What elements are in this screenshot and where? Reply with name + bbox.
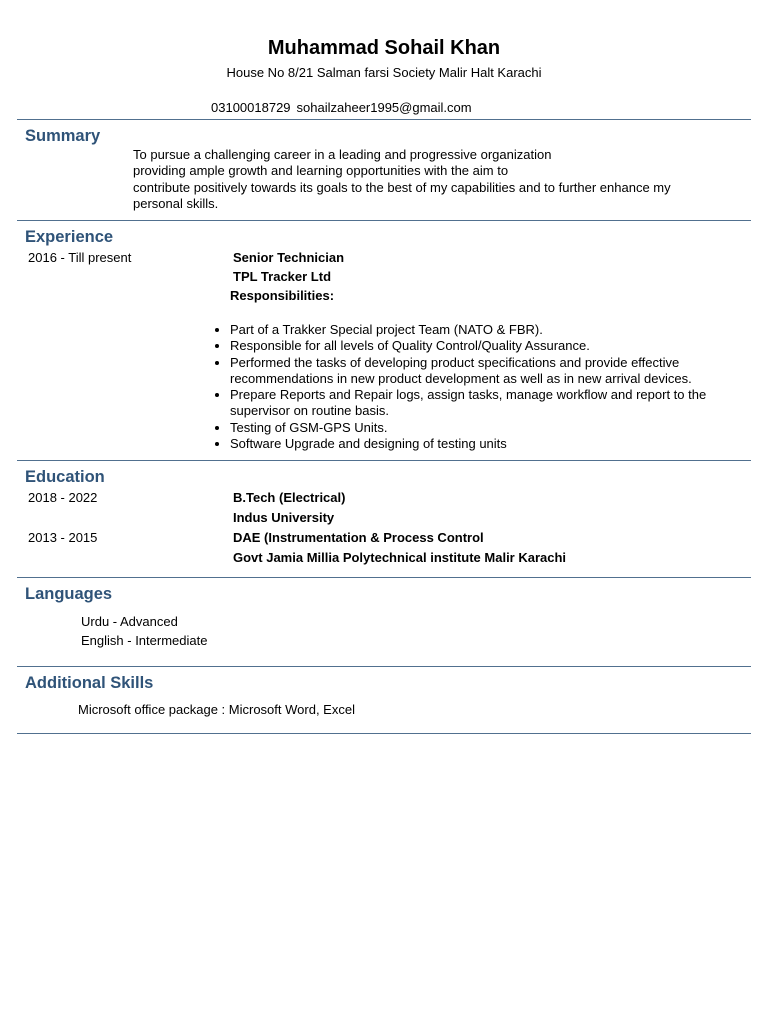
section-divider xyxy=(17,733,751,734)
summary-heading: Summary xyxy=(25,127,101,145)
list-item: • Testing of GSM-GPS Units. xyxy=(230,420,752,436)
summary-line: personal skills. xyxy=(133,195,219,211)
education-institution: Indus University xyxy=(233,510,335,525)
education-period: 2013 - 2015 xyxy=(28,530,98,545)
skills-heading: Additional Skills xyxy=(25,674,154,692)
job-title: Senior Technician xyxy=(233,250,345,265)
summary-line: contribute positively towards its goals to the best of my capabilities and to further enhance my xyxy=(133,179,671,195)
section-divider xyxy=(17,460,751,461)
list-item: • Software Upgrade and designing of testing units xyxy=(230,436,752,452)
experience-heading: Experience xyxy=(25,228,114,246)
responsibilities-label: Responsibilities: xyxy=(230,288,335,303)
company-name: TPL Tracker Ltd xyxy=(233,269,332,284)
list-item: • Part of a Trakker Special project Team (NATO & FBR). xyxy=(230,322,752,338)
contact-line xyxy=(211,100,472,115)
list-item: • Responsible for all levels of Quality Control/Quality Assurance. xyxy=(230,338,752,354)
resume-address: House No 8/21 Salman farsi Society Malir Halt Karachi xyxy=(226,65,542,80)
section-divider xyxy=(17,119,751,120)
experience-period: 2016 - Till present xyxy=(28,250,132,265)
languages-heading: Languages xyxy=(25,585,113,603)
section-divider xyxy=(17,220,751,221)
phone-number: 03100018729 xyxy=(211,100,291,115)
section-divider xyxy=(17,666,751,667)
language-item: Urdu - Advanced xyxy=(81,614,178,629)
summary-line: To pursue a challenging career in a leading and progressive organization xyxy=(133,147,552,162)
skills-text: Microsoft office package : Microsoft Word, Excel xyxy=(78,702,355,717)
education-degree: DAE (Instrumentation & Process Control xyxy=(233,530,484,545)
language-item: English - Intermediate xyxy=(81,633,208,648)
education-institution: Govt Jamia Millia Polytechnical institute Malir Karachi xyxy=(233,550,567,565)
list-item: • Performed the tasks of developing product specifications and provide effective recommendations in new product development as well as in new arrival devices. xyxy=(230,355,752,388)
summary-line: providing ample growth and learning opportunities with the aim to xyxy=(133,163,509,179)
summary-text xyxy=(133,147,671,212)
resume-name: Muhammad Sohail Khan xyxy=(267,37,501,59)
list-item: • Prepare Reports and Repair logs, assign tasks, manage workflow and report to the supervisor on routine basis. xyxy=(230,387,752,420)
section-divider xyxy=(17,577,751,578)
education-degree: B.Tech (Electrical) xyxy=(233,490,346,505)
education-heading: Education xyxy=(25,468,105,486)
responsibilities-list xyxy=(213,322,752,452)
email-address: sohailzaheer1995@gmail.com xyxy=(296,100,472,115)
education-period: 2018 - 2022 xyxy=(28,490,98,505)
